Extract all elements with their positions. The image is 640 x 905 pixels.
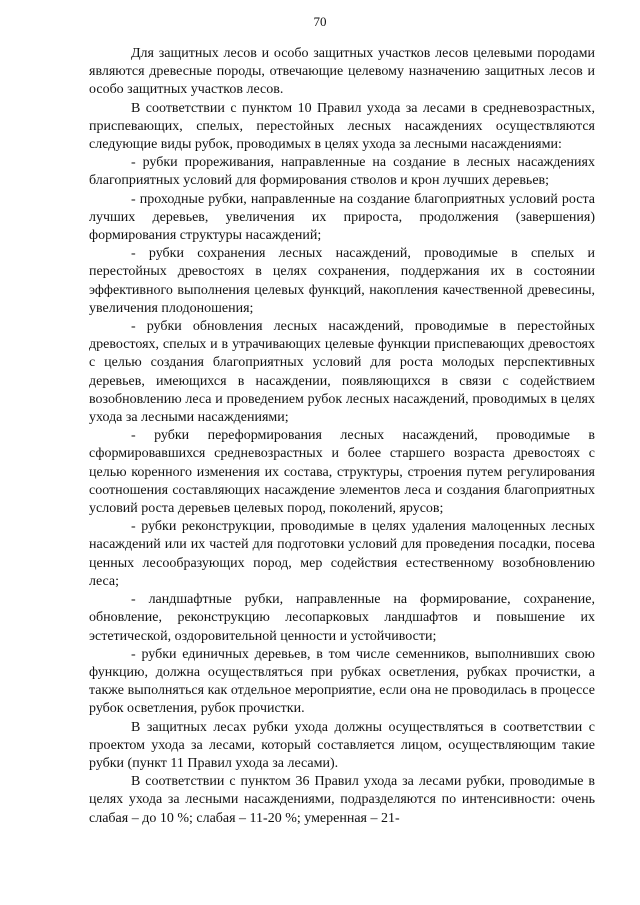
list-item-passage-cutting: - проходные рубки, направленные на создание благоприятных условий роста лучших деревьев, увеличения их прироста, продолжения (завершения) формирования структуры насаждений; [89,191,595,244]
document-body [89,45,595,828]
list-item-renewal-cutting: - рубки обновления лесных насаждений, проводимые в перестойных древостоях, спелых и в утрачивающих целевые функции приспевающих древостоях с целью создания благоприятных условий для роста молодых перспективных деревьев, имеющихся в насаждении, появляющихся в связи с содействием возобновлению леса и проведением рубок лесных насаждений, проводимых в целях ухода за лесными насаждениями; [89,319,595,426]
list-item-thinning: - рубки прореживания, направленные на создание в лесных насаждениях благоприятных условий для формирования стволов и крон лучших деревьев; [89,155,595,189]
list-item-landscape-cutting: - ландшафтные рубки, направленные на формирование, сохранение, обновление, реконструкцию лесопарковых ландшафтов и повышение их эстетической, оздоровительной ценности и устойчивости; [89,592,595,644]
paragraph-care-project: В защитных лесах рубки ухода должны осуществляться в соответствии с проектом ухода за лесами, который составляется лицом, осуществляющим такие рубки (пункт 11 Правил ухода за лесами). [89,719,595,771]
list-item-reformation-cutting: - рубки переформирования лесных насаждений, проводимые в сформировавшихся средневозрастных и более старшего возраста древостоях с целью коренного изменения их состава, структуры, строения путем регулирования соотношения составляющих насаждение элементов леса и создания благоприятных условий роста деревьев целевых пород, поколений, ярусов; [89,428,595,517]
paragraph-rules-point-10: В соответствии с пунктом 10 Правил ухода за лесами в средневозрастных, приспевающих, спелых, перестойных лесных насаждениях осуществляются следующие виды рубок, проводимых в целях ухода за лесными насаждениями: [89,100,595,153]
list-item-preservation-cutting: - рубки сохранения лесных насаждений, проводимые в спелых и перестойных древостоях в целях сохранения, поддержания их в состоянии эффективного выполнения целевых функций, накопления качественной древесины, увеличения плодоношения; [89,246,595,316]
paragraph-protective-forests: Для защитных лесов и особо защитных участков лесов целевыми породами являются древесные породы, отвечающие целевому назначению защитных лесов и особо защитных участков лесов. [89,46,595,98]
list-item-single-tree-cutting: - рубки единичных деревьев, в том числе семенников, выполнивших свою функцию, должна осуществляться при рубках осветления, рубках прочистки, а также выполняться как отдельное мероприятие, если она не проводилась в процессе рубок осветления, рубок прочистки. [89,646,595,717]
paragraph-rules-point-36: В соответствии с пунктом 36 Правил ухода за лесами рубки, проводимые в целях ухода за лесными насаждениями, подразделяются по интенсивности: очень слабая – до 10 %; слабая – 11-20 %; умеренная – 21- [89,774,595,826]
page-number: 70 [313,14,327,29]
list-item-reconstruction-cutting: - рубки реконструкции, проводимые в целях удаления малоценных лесных насаждений или их частей для подготовки условий для проведения посадки, посева ценных лесообразующих пород, мер содействия естественному возобновлению леса; [89,519,595,589]
